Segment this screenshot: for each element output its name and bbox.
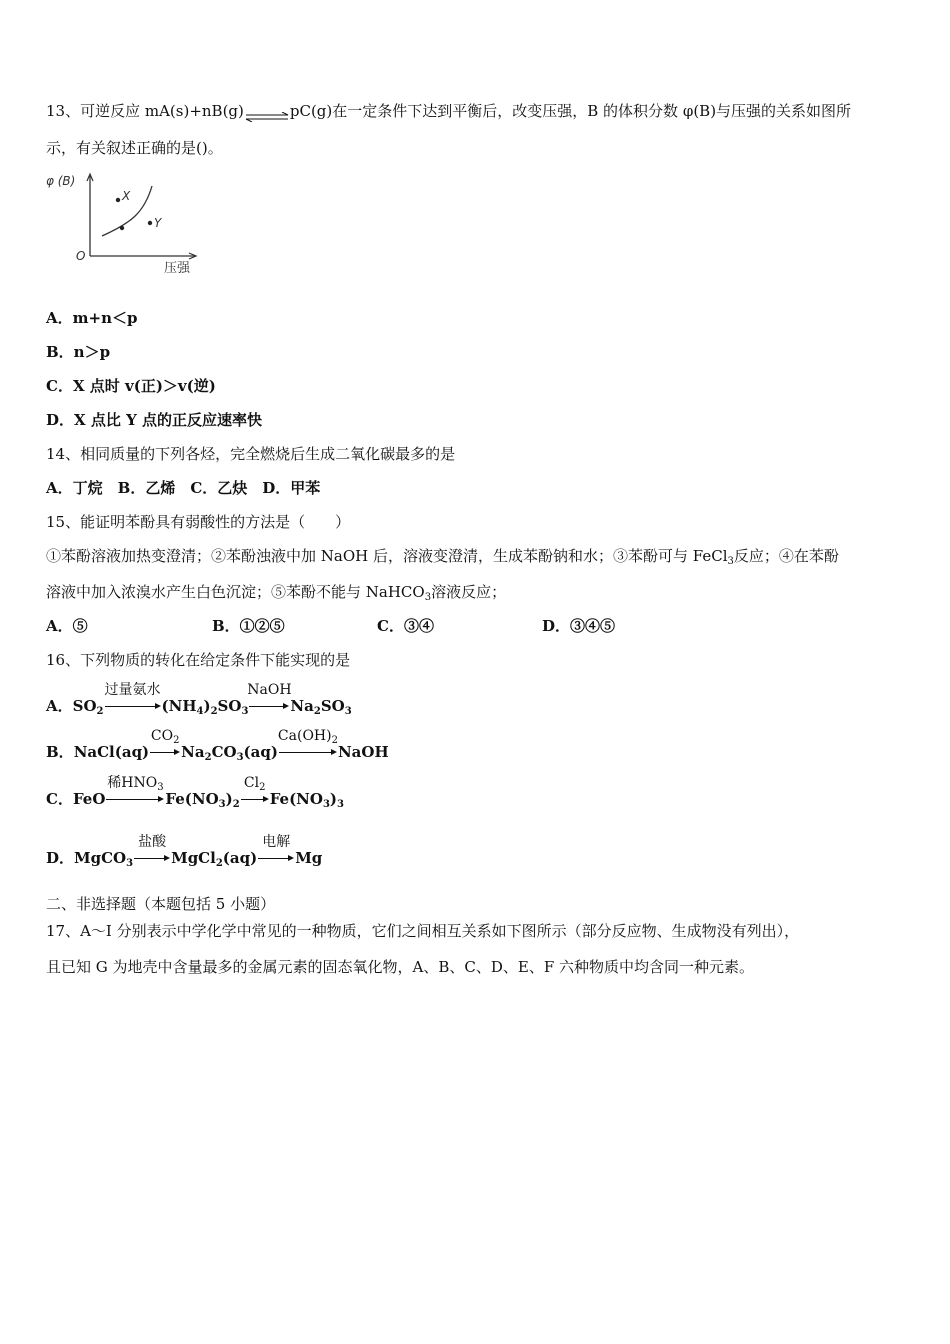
- q15-statements-line1: ①苯酚溶液加热变澄清；②苯酚浊液中加 NaOH 后，溶液变澄清，生成苯酚钠和水；③苯酚可与 FeCl$_3$反应；④在苯酚: [46, 547, 839, 567]
- reaction-arrow-icon: 电解: [258, 848, 294, 868]
- q13-option-d: D．X 点比 Y 点的正反应速率快: [46, 411, 263, 429]
- q16-option-d: D．MgCO$_3$ 盐酸 MgCl$_2$(aq) 电解 Mg: [46, 834, 323, 869]
- q17-line1: 17、A～I 分别表示中学化学中常见的一种物质，它们之间相互关系如下图所示（部分反应物、生成物没有列出），: [46, 922, 800, 940]
- graph-xlabel: 压强: [164, 261, 191, 276]
- point-y-marker: [148, 221, 152, 225]
- q13-stem-line2: 示，有关叙述正确的是()。: [46, 139, 223, 157]
- q17-line2: 且已知 G 为地壳中含量最多的金属元素的固态氧化物，A、B、C、D、E、F 六种物质中均含同一种元素。: [46, 958, 755, 976]
- q16-option-a: A．$SO_2$ 过量氨水 $(NH_4)_2SO_3$ NaOH $Na_2SO_3$: [46, 682, 352, 717]
- point-x-marker: [116, 198, 120, 202]
- reaction-arrow-icon: NaOH: [249, 696, 289, 716]
- q13-option-b: B．n＞p: [46, 343, 111, 361]
- q16-stem: 16、下列物质的转化在给定条件下能实现的是: [46, 651, 351, 669]
- q14-options: A．丁烷 B．乙烯 C．乙炔 D．甲苯: [46, 479, 321, 497]
- graph-origin: O: [76, 249, 86, 263]
- q15-stem: 15、能证明苯酚具有弱酸性的方法是（ ）: [46, 513, 351, 531]
- q15-option-b: B．①②⑤: [212, 617, 285, 635]
- curve-point-marker: [120, 226, 124, 230]
- q13-option-a: A．m+n＜p: [46, 309, 138, 327]
- reaction-arrow-icon: $Ca(OH)_2$: [279, 742, 337, 762]
- q15-option-a: A．⑤: [46, 617, 88, 635]
- q13-graph: [46, 168, 206, 278]
- q16-option-c: C．FeO 稀$HNO_3$ $Fe(NO_3)_2$ $Cl_2$ $Fe(NO_3)_3$: [46, 775, 344, 810]
- graph-ylabel: φ (B): [46, 174, 76, 188]
- section-2-heading: 二、非选择题（本题包括 5 小题）: [46, 895, 276, 913]
- q13-stem-part2: pC(g)在一定条件下达到平衡后，改变压强，B 的体积分数 φ(B)与压强的关系如图所: [289, 102, 852, 120]
- equilibrium-arrow-icon: [244, 107, 290, 117]
- reaction-arrow-icon: 过量氨水: [105, 696, 161, 716]
- reaction-arrow-icon: $Cl_2$: [241, 789, 269, 809]
- graph-point-x: X: [122, 189, 131, 203]
- q15-option-c: C．③④: [377, 617, 434, 635]
- q13-stem-part1: 13、可逆反应 mA(s)+nB(g): [46, 102, 244, 120]
- q13-option-c: C．X 点时 v(正)＞v(逆): [46, 377, 216, 395]
- q15-statements-line2: 溶液中加入浓溴水产生白色沉淀；⑤苯酚不能与 NaHCO$_3$溶液反应；: [46, 583, 507, 603]
- graph-point-y: Y: [154, 216, 162, 230]
- q15-option-d: D．③④⑤: [542, 617, 616, 635]
- reaction-arrow-icon: 盐酸: [134, 848, 170, 868]
- q14-stem: 14、相同质量的下列各烃，完全燃烧后生成二氧化碳最多的是: [46, 445, 456, 463]
- reaction-arrow-icon: $CO_2$: [150, 742, 180, 762]
- reaction-arrow-icon: 稀$HNO_3$: [106, 789, 164, 809]
- q13-stem: [46, 101, 851, 121]
- q16-option-b: B．NaCl(aq) $CO_2$ $Na_2CO_3(aq)$ $Ca(OH)_2$ NaOH: [46, 728, 389, 763]
